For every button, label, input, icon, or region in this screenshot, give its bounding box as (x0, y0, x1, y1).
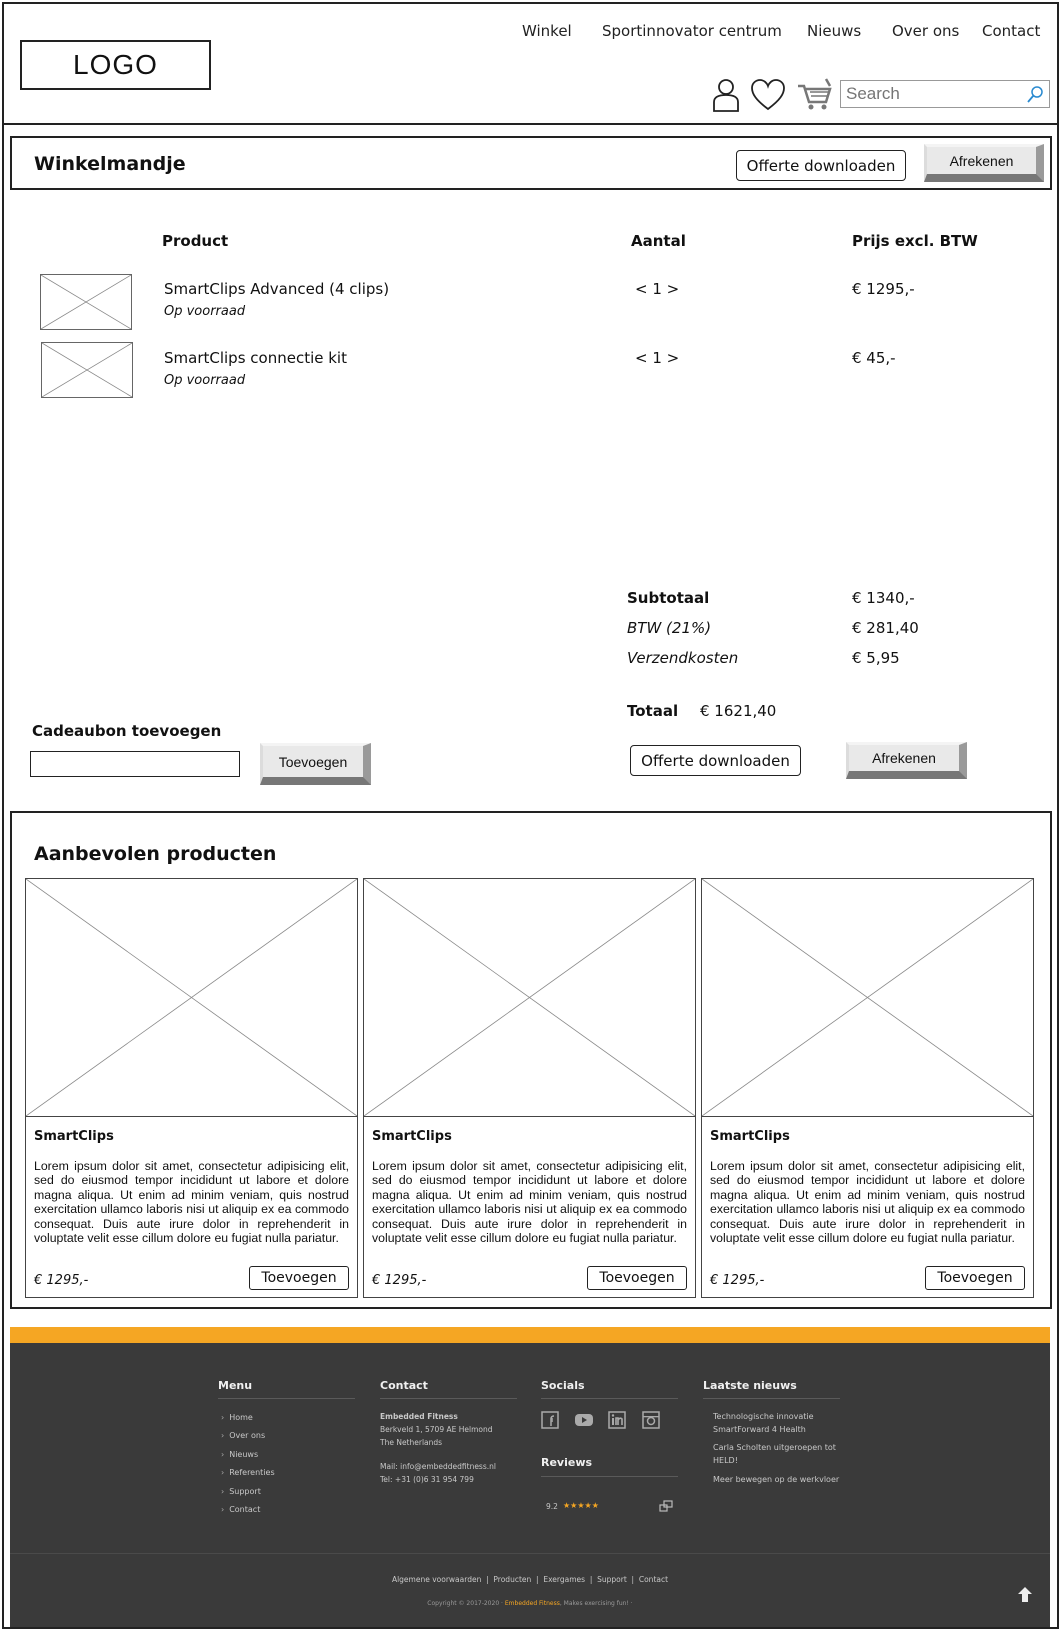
footer-link-home[interactable]: › Home (221, 1413, 253, 1422)
product-card[interactable] (25, 878, 358, 1298)
footer-bottom-divider (10, 1553, 1050, 1554)
nav-winkel[interactable]: Winkel (522, 22, 572, 40)
footer-company: Embedded Fitness (380, 1412, 458, 1421)
column-product: Product (162, 232, 229, 250)
footer-divider (541, 1398, 678, 1399)
footer-mail[interactable]: Mail: info@embeddedfitness.nl (380, 1462, 496, 1471)
facebook-icon[interactable] (541, 1411, 559, 1429)
recommended-title: Aanbevolen producten (34, 843, 277, 865)
footer-divider (541, 1476, 678, 1477)
footer-bottom-link-exergames[interactable]: Exergames (543, 1575, 586, 1584)
footer-news-item[interactable]: Carla Scholten uitgeroepen tot HELD! (713, 1443, 836, 1465)
product-card-name: SmartClips (34, 1129, 114, 1144)
footer-menu-title: Menu (218, 1379, 253, 1392)
copyright-tagline: , Makes exercising fun! · (559, 1600, 633, 1607)
nav-nieuws[interactable]: Nieuws (807, 22, 862, 40)
cart-item-name[interactable]: SmartClips Advanced (4 clips) (164, 280, 390, 298)
footer (10, 1343, 1050, 1627)
footer-link-contact[interactable]: › Contact (221, 1505, 260, 1514)
product-card-price: € 1295,- (34, 1273, 89, 1288)
product-card-price: € 1295,- (710, 1273, 765, 1288)
product-card-image-placeholder (702, 879, 1033, 1117)
cart-item-qty-stepper[interactable]: < 1 > (635, 280, 680, 298)
nav-over-ons[interactable]: Over ons (892, 22, 960, 40)
footer-address: Berkveld 1, 5709 AE Helmond (380, 1425, 493, 1434)
cart-item-qty-stepper[interactable]: < 1 > (635, 349, 680, 367)
logo-text: LOGO (73, 49, 158, 80)
footer-socials-title: Socials (541, 1379, 585, 1392)
footer-divider (380, 1398, 517, 1399)
footer-link-referenties[interactable]: › Referenties (221, 1468, 275, 1477)
footer-bottom-link-terms[interactable]: Algemene voorwaarden (391, 1575, 482, 1584)
footer-bottom-link-producten[interactable]: Producten (493, 1575, 532, 1584)
product-card[interactable] (363, 878, 696, 1298)
footer-divider (703, 1398, 840, 1399)
footer-country: The Netherlands (380, 1438, 443, 1447)
footer-news-title: Laatste nieuws (703, 1379, 797, 1392)
cart-title: Winkelmandje (34, 153, 186, 175)
shipping-label: Verzendkosten (627, 649, 739, 667)
shipping-value: € 5,95 (852, 649, 900, 667)
gift-card-add-button[interactable]: Toevoegen (260, 743, 371, 785)
product-card-description: Lorem ipsum dolor sit amet, consectetur adipisicing elit, sed do eiusmod tempor incididunt ut labore et dolore magna aliqua. Ut enim ad minim veniam, quis nostrud exercitation ullamco laboris nisi ut aliquip ex ea commodo consequat. Duis aute irure dolor in reprehenderit in voluptate velit esse cillum dolore eu fugiat nulla pariatur. (710, 1159, 1025, 1246)
product-card-add-button[interactable]: Toevoegen (587, 1266, 687, 1290)
product-card-price: € 1295,- (372, 1273, 427, 1288)
quote-download-button-bottom[interactable]: Offerte downloaden (630, 745, 801, 776)
product-card-name: SmartClips (372, 1129, 452, 1144)
vat-value: € 281,40 (852, 619, 919, 637)
product-image-placeholder (40, 274, 132, 330)
logo[interactable] (20, 40, 211, 90)
total-value: € 1621,40 (700, 702, 777, 720)
header-divider (4, 123, 1057, 125)
review-rating: 9.2 (546, 1502, 558, 1511)
footer-accent-bar (10, 1327, 1050, 1343)
search-input[interactable] (841, 81, 1021, 107)
gift-card-label: Cadeaubon toevoegen (32, 722, 222, 740)
footer-link-over-ons[interactable]: › Over ons (221, 1431, 265, 1440)
scroll-to-top-icon[interactable] (1012, 1582, 1038, 1608)
copyright-brand[interactable]: Embedded Fitness (504, 1600, 560, 1607)
column-qty: Aantal (631, 232, 686, 250)
product-card-image-placeholder (26, 879, 357, 1117)
cart-header-bar (10, 136, 1052, 190)
review-widget-icon[interactable] (659, 1500, 673, 1513)
heart-icon[interactable] (750, 78, 786, 112)
footer-contact-title: Contact (380, 1379, 428, 1392)
user-icon[interactable] (708, 78, 744, 112)
footer-bottom-links: Algemene voorwaarden | Producten | Exergames | Support | Contact (391, 1575, 669, 1584)
cart-icon[interactable] (796, 78, 832, 112)
copyright (10, 1600, 1050, 1607)
nav-contact[interactable]: Contact (982, 22, 1041, 40)
footer-reviews-title: Reviews (541, 1456, 593, 1469)
product-card-add-button[interactable]: Toevoegen (249, 1266, 349, 1290)
product-card-description: Lorem ipsum dolor sit amet, consectetur adipisicing elit, sed do eiusmod tempor incididunt ut labore et dolore magna aliqua. Ut enim ad minim veniam, quis nostrud exercitation ullamco laboris nisi ut aliquip ex ea commodo consequat. Duis aute irure dolor in reprehenderit in voluptate velit esse cillum dolore eu fugiat nulla pariatur. (34, 1159, 349, 1246)
footer-news-item[interactable]: Technologische innovatie SmartForward 4 Health (713, 1412, 814, 1434)
instagram-icon[interactable] (642, 1411, 660, 1429)
footer-bottom-link-contact[interactable]: Contact (638, 1575, 669, 1584)
footer-bottom-link-support[interactable]: Support (597, 1575, 627, 1584)
total-label: Totaal (627, 702, 679, 720)
footer-tel[interactable]: Tel: +31 (0)6 31 954 799 (380, 1475, 474, 1484)
column-price: Prijs excl. BTW (852, 232, 978, 250)
quote-download-button-top[interactable]: Offerte downloaden (736, 150, 906, 181)
cart-item-price: € 45,- (852, 349, 896, 367)
checkout-button-bottom[interactable]: Afrekenen (846, 742, 967, 779)
footer-link-nieuws[interactable]: › Nieuws (221, 1450, 258, 1459)
cart-item-stock: Op voorraad (164, 304, 246, 319)
product-card-image-placeholder (364, 879, 695, 1117)
product-card-description: Lorem ipsum dolor sit amet, consectetur adipisicing elit, sed do eiusmod tempor incididunt ut labore et dolore magna aliqua. Ut enim ad minim veniam, quis nostrud exercitation ullamco laboris nisi ut aliquip ex ea commodo consequat. Duis aute irure dolor in reprehenderit in voluptate velit esse cillum dolore eu fugiat nulla pariatur. (372, 1159, 687, 1246)
vat-label: BTW (21%) (627, 619, 712, 637)
youtube-icon[interactable] (574, 1411, 594, 1429)
search-icon[interactable] (1025, 85, 1045, 105)
subtotal-value: € 1340,- (852, 589, 915, 607)
cart-item-stock: Op voorraad (164, 373, 246, 388)
footer-news-item[interactable]: Meer bewegen op de werkvloer (713, 1475, 840, 1484)
footer-divider (218, 1398, 355, 1399)
review-stars: ★★★★★ (563, 1501, 599, 1510)
search-box (840, 80, 1050, 108)
checkout-button-top[interactable]: Afrekenen (924, 144, 1044, 182)
product-card-add-button[interactable]: Toevoegen (925, 1266, 1025, 1290)
product-image-placeholder (41, 342, 133, 398)
product-card-name: SmartClips (710, 1129, 790, 1144)
copyright-text: Copyright © 2017-2020 · (427, 1600, 503, 1607)
cart-item-name[interactable]: SmartClips connectie kit (164, 349, 347, 367)
linkedin-icon[interactable] (608, 1411, 626, 1429)
gift-card-input[interactable] (30, 751, 240, 777)
cart-item-price: € 1295,- (852, 280, 915, 298)
nav-sportinnovator-centrum[interactable]: Sportinnovator centrum (602, 22, 782, 40)
footer-link-support[interactable]: › Support (221, 1487, 261, 1496)
product-card[interactable] (701, 878, 1034, 1298)
subtotal-label: Subtotaal (627, 589, 710, 607)
